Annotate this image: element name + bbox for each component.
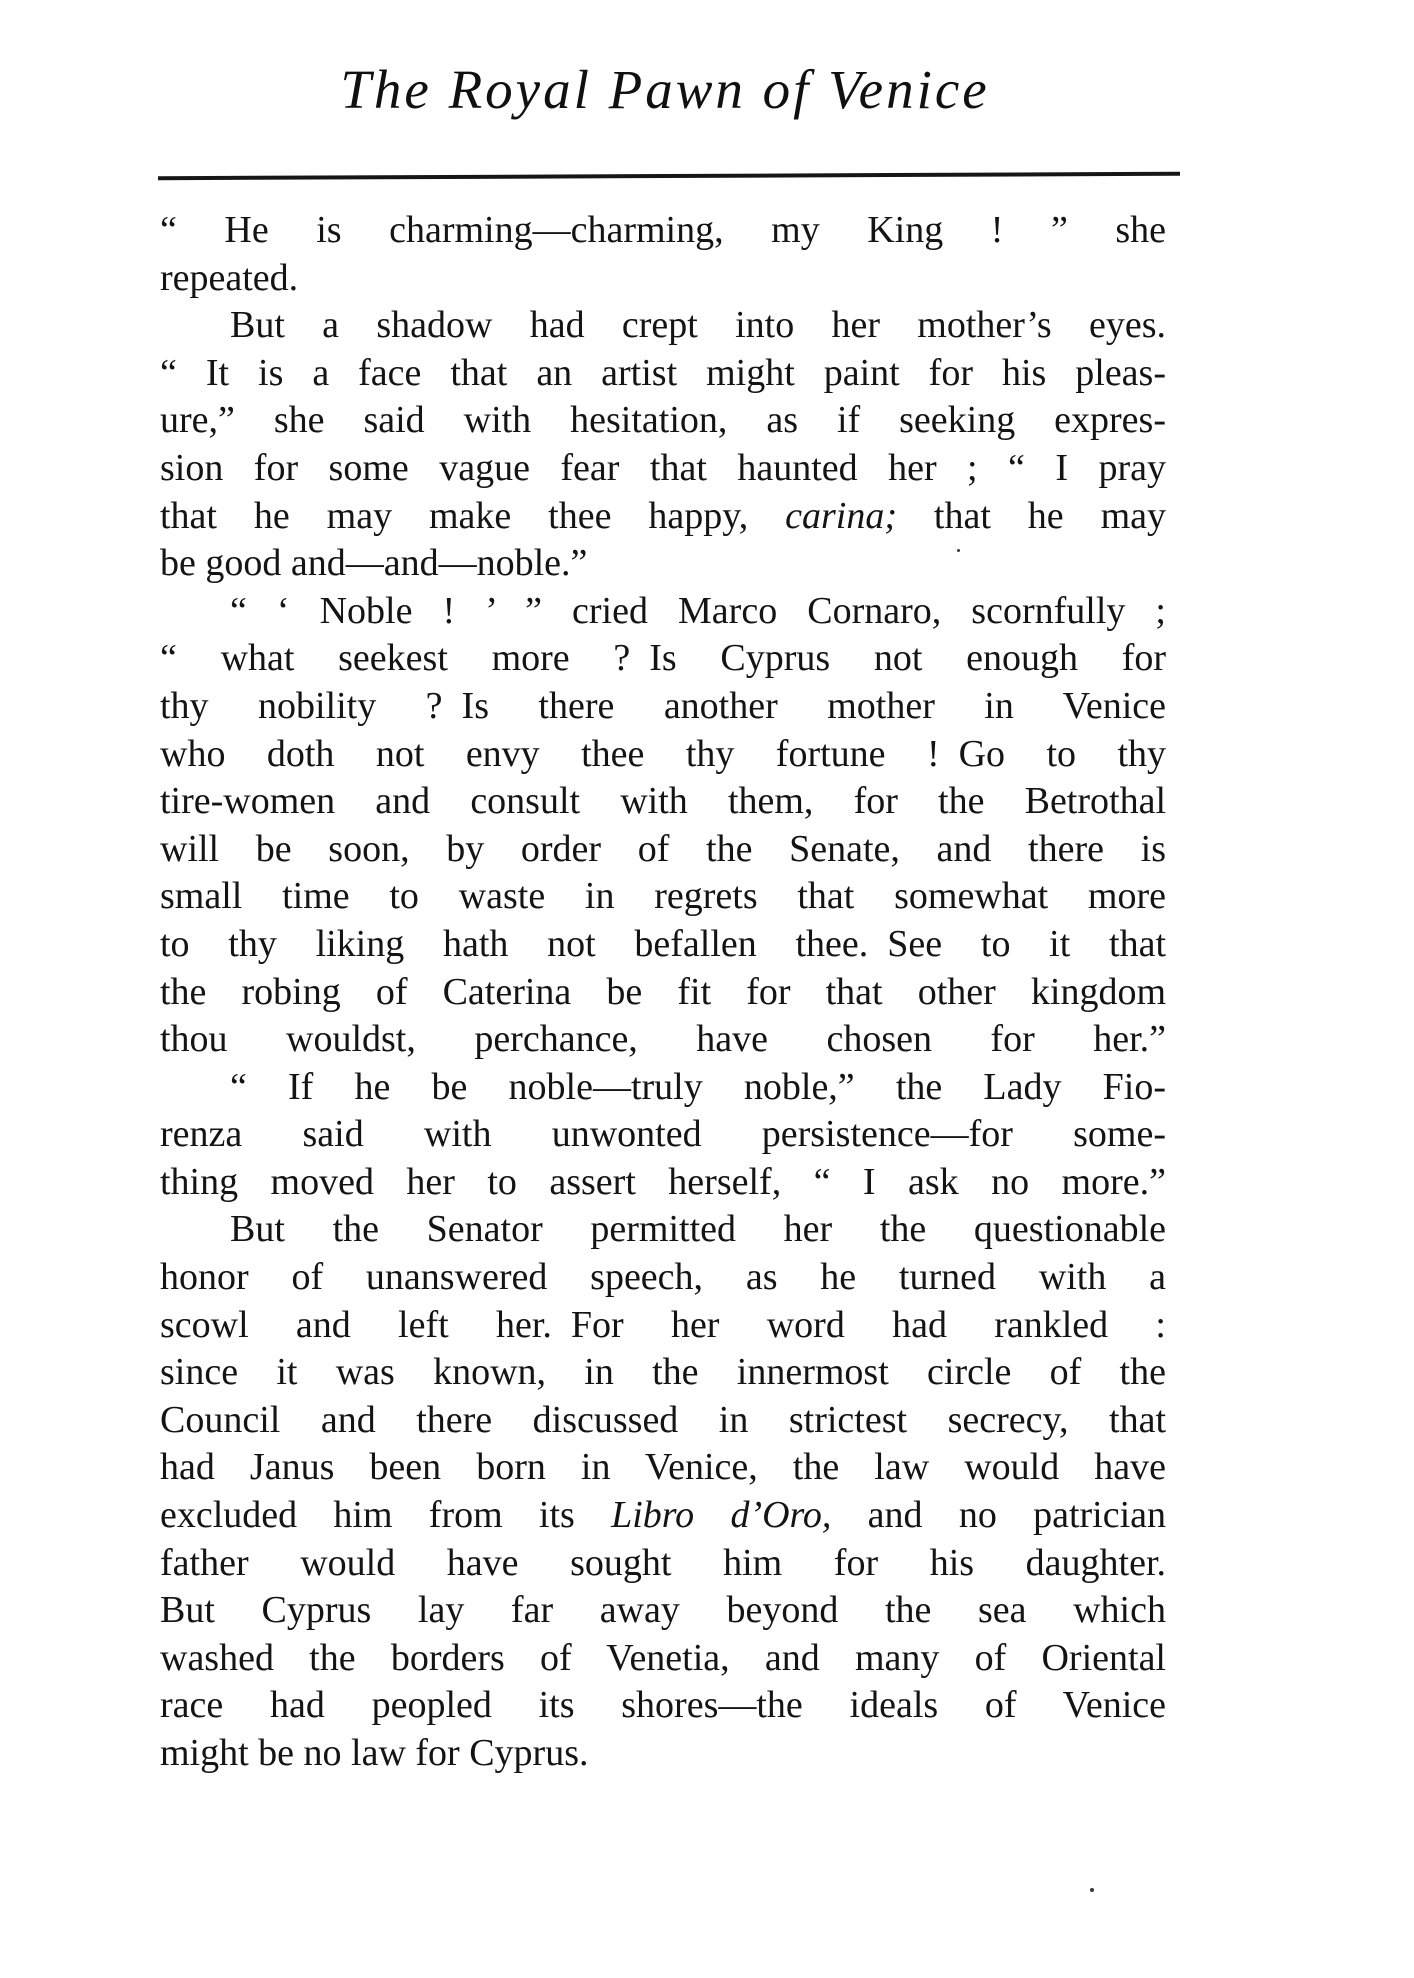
text-segment: “ It is a face that an artist might paint for his pleas- bbox=[160, 351, 1166, 394]
text-segment: since it was known, in the innermost circle of the bbox=[160, 1351, 1166, 1394]
text-line bbox=[160, 1635, 1166, 1683]
text-segment: be good and—and—noble.” bbox=[160, 542, 588, 585]
text-line bbox=[160, 1730, 1166, 1778]
text-segment: “ He is charming—charming, my King ! ” she bbox=[160, 209, 1166, 251]
text-segment: honor of unanswered speech, as he turned with a bbox=[160, 1256, 1166, 1299]
text-line bbox=[160, 445, 1166, 493]
text-line bbox=[160, 826, 1166, 874]
text-line bbox=[160, 588, 1166, 636]
text-line bbox=[160, 635, 1166, 683]
text-segment: that he may make thee happy, bbox=[160, 494, 786, 537]
text-line bbox=[160, 1682, 1166, 1730]
running-header-title: The Royal Pawn of Venice bbox=[340, 59, 990, 120]
text-segment: excluded him from its bbox=[160, 1494, 612, 1537]
text-segment: repeated. bbox=[160, 256, 299, 299]
text-segment: race had peopled its shores—the ideals of Venice bbox=[160, 1684, 1166, 1727]
text-line bbox=[160, 1254, 1166, 1302]
text-segment: “ what seekest more ? Is Cyprus not enough for bbox=[160, 637, 1166, 680]
text-segment: who doth not envy thee thy fortune ! Go to thy bbox=[160, 732, 1166, 775]
text-segment: small time to waste in regrets that somewhat more bbox=[160, 875, 1166, 918]
text-segment: that he may bbox=[897, 494, 1167, 537]
text-line bbox=[160, 1444, 1166, 1492]
text-line bbox=[160, 493, 1166, 541]
text-line bbox=[160, 778, 1166, 826]
text-line bbox=[160, 1492, 1166, 1540]
text-line bbox=[160, 1016, 1166, 1064]
text-line bbox=[160, 969, 1166, 1017]
text-segment: father would have sought him for his daughter. bbox=[160, 1541, 1166, 1584]
text-line bbox=[160, 1349, 1166, 1397]
text-line bbox=[160, 1111, 1166, 1159]
text-segment: sion for some vague fear that haunted her ; “ I pray bbox=[160, 446, 1166, 489]
text-line bbox=[160, 1587, 1166, 1635]
text-line bbox=[160, 683, 1166, 731]
text-line bbox=[160, 207, 1166, 255]
text-segment: scowl and left her. For her word had rankled : bbox=[160, 1303, 1166, 1346]
text-line bbox=[160, 873, 1166, 921]
text-segment: might be no law for Cyprus. bbox=[160, 1732, 589, 1774]
body-text bbox=[160, 207, 1166, 1778]
text-segment: renza said with unwonted persistence—for some- bbox=[160, 1113, 1166, 1156]
text-segment: had Janus been born in Venice, the law would have bbox=[160, 1446, 1166, 1489]
text-segment: But a shadow had crept into her mother’s eyes. bbox=[230, 304, 1166, 347]
text-line bbox=[160, 540, 1166, 588]
italic-text-segment: Libro d’Oro, bbox=[611, 1494, 832, 1537]
text-segment: will be soon, by order of the Senate, and there is bbox=[160, 827, 1166, 870]
text-line bbox=[160, 350, 1166, 398]
text-line bbox=[160, 1397, 1166, 1445]
text-line bbox=[160, 302, 1166, 350]
text-line bbox=[160, 1540, 1166, 1588]
text-line bbox=[160, 921, 1166, 969]
text-line bbox=[160, 1206, 1166, 1254]
text-line bbox=[160, 731, 1166, 779]
text-line bbox=[160, 255, 1166, 303]
text-segment: thy nobility ? Is there another mother in Venice bbox=[160, 684, 1166, 727]
text-segment: thing moved her to assert herself, “ I ask no more.” bbox=[160, 1160, 1166, 1203]
text-segment: thou wouldst, perchance, have chosen for her.” bbox=[160, 1018, 1166, 1061]
text-line bbox=[160, 1159, 1166, 1207]
italic-text-segment: carina; bbox=[785, 494, 898, 537]
text-segment: to thy liking hath not befallen thee. See to it that bbox=[160, 922, 1166, 965]
scan-speck bbox=[1090, 1888, 1094, 1892]
text-segment: “ If he be noble—truly noble,” the Lady Fio- bbox=[230, 1065, 1166, 1108]
text-segment: the robing of Caterina be fit for that other kingdom bbox=[160, 970, 1166, 1013]
text-line bbox=[160, 1302, 1166, 1350]
scan-speck bbox=[957, 549, 960, 552]
text-segment: tire-women and consult with them, for the Betrothal bbox=[160, 780, 1166, 823]
text-segment: “ ‘ Noble ! ’ ” cried Marco Cornaro, scornfully ; bbox=[230, 589, 1166, 632]
text-line bbox=[160, 1064, 1166, 1112]
text-segment: washed the borders of Venetia, and many of Oriental bbox=[160, 1636, 1166, 1679]
text-segment: But the Senator permitted her the questionable bbox=[230, 1208, 1166, 1251]
text-segment: and no patrician bbox=[831, 1494, 1167, 1537]
text-segment: Council and there discussed in strictest secrecy, that bbox=[160, 1398, 1166, 1441]
text-segment: But Cyprus lay far away beyond the sea which bbox=[160, 1589, 1166, 1632]
text-segment: ure,” she said with hesitation, as if seeking expres- bbox=[160, 399, 1166, 442]
header-rule-divider bbox=[158, 172, 1180, 180]
text-line bbox=[160, 397, 1166, 445]
